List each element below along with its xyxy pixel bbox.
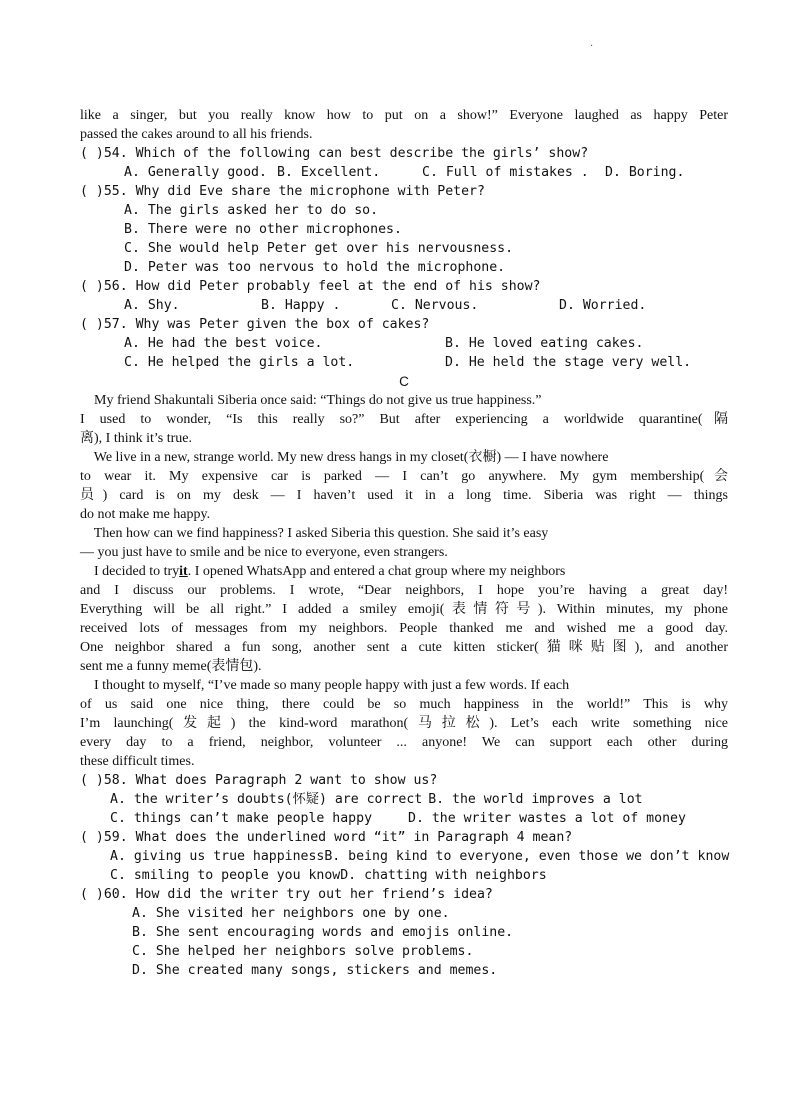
- options-row: A. giving us true happinessB. being kind to everyone, even those we don’t know: [110, 849, 730, 864]
- option: B. Happy .: [261, 298, 341, 313]
- passage-line: I used to wonder, “Is this really so?” But after experiencing a worldwide quarantine(隔: [80, 412, 728, 427]
- document-body: [80, 106, 728, 980]
- passage-line: [80, 562, 728, 581]
- option: A. He had the best voice.: [124, 336, 323, 351]
- option: B. There were no other microphones.: [124, 222, 402, 237]
- passage-line: passed the cakes around to all his friends.: [80, 127, 313, 142]
- passage-text: . I opened WhatsApp and entered a chat group where my neighbors: [187, 564, 566, 579]
- option: B. He loved eating cakes.: [445, 336, 644, 351]
- option: B. the world improves a lot: [428, 792, 643, 807]
- option: A. the writer’s doubts(怀疑) are correct: [110, 792, 423, 807]
- passage-line: 员) card is on my desk — I haven’t used it in a long time. Siberia was right — things: [80, 488, 728, 503]
- options-row: [80, 809, 728, 828]
- option: A. The girls asked her to do so.: [124, 203, 379, 218]
- question-stem: ( )57. Why was Peter given the box of cakes?: [80, 317, 430, 332]
- question-stem: ( )56. How did Peter probably feel at the end of his show?: [80, 279, 541, 294]
- option: A. She visited her neighbors one by one.: [132, 906, 450, 921]
- passage-line: — you just have to smile and be nice to everyone, even strangers.: [80, 545, 448, 560]
- option: B. She sent encouraging words and emojis online.: [132, 925, 514, 940]
- passage-line: received lots of messages from my neighbors. People thanked me and wished me a good day.: [80, 621, 728, 636]
- option: C. He helped the girls a lot.: [124, 355, 355, 370]
- passage-line: like a singer, but you really know how to put on a show!” Everyone laughed as happy Peter: [80, 108, 728, 123]
- options-row: [80, 353, 728, 372]
- passage-line: every day to a friend, neighbor, volunteer ... anyone! We can support each other during: [80, 735, 728, 750]
- passage-line: of us said one nice thing, there could be so much happiness in the world!” This is why: [80, 697, 728, 712]
- options-row: C. smiling to people you knowD. chatting with neighbors: [110, 868, 547, 883]
- passage-line: sent me a funny meme(表情包).: [80, 659, 262, 674]
- passage-line: I’m launching(发起) the kind-word marathon(马拉松). Let’s each write something nice: [80, 716, 728, 731]
- option: C. She would help Peter get over his nervousness.: [124, 241, 514, 256]
- passage-line: and I discuss our problems. I wrote, “Dear neighbors, I hope you’re having a great day!: [80, 583, 728, 598]
- option: A. Shy.: [124, 298, 180, 313]
- option: D. Peter was too nervous to hold the microphone.: [124, 260, 506, 275]
- option: B. Excellent.: [277, 165, 381, 180]
- option: D. Boring.: [605, 165, 685, 180]
- passage-line: Then how can we find happiness? I asked Siberia this question. She said it’s easy: [80, 526, 549, 541]
- option: D. She created many songs, stickers and memes.: [132, 963, 498, 978]
- passage-line: One neighbor shared a fun song, another sent a cute kitten sticker(猫咪贴图), and another: [80, 640, 728, 655]
- passage-line: Everything will be all right.” I added a smiley emoji(表情符号). Within minutes, my phone: [80, 602, 728, 617]
- passage-line: to wear it. My expensive car is parked — I can’t go anywhere. My gym membership(会: [80, 469, 728, 484]
- option: D. He held the stage very well.: [445, 355, 692, 370]
- passage-line: do not make me happy.: [80, 507, 211, 522]
- passage-line: We live in a new, strange world. My new dress hangs in my closet(衣橱) — I have nowhere: [80, 450, 609, 465]
- option: D. Worried.: [559, 298, 647, 313]
- option: C. Full of mistakes .: [422, 165, 589, 180]
- option: D. the writer wastes a lot of money: [408, 811, 686, 826]
- underlined-word: it: [179, 564, 188, 579]
- option: C. Nervous.: [391, 298, 479, 313]
- header-dot: .: [590, 38, 594, 49]
- passage-line: I thought to myself, “I’ve made so many people happy with just a few words. If each: [80, 678, 570, 693]
- section-title: C: [399, 374, 409, 389]
- options-row: [80, 163, 728, 182]
- options-row: [80, 296, 728, 315]
- passage-line: My friend Shakuntali Siberia once said: “Things do not give us true happiness.”: [80, 393, 542, 408]
- question-stem: ( )59. What does the underlined word “it” in Paragraph 4 mean?: [80, 830, 573, 845]
- passage-text: I decided to try: [80, 564, 180, 579]
- option: C. She helped her neighbors solve problems.: [132, 944, 474, 959]
- question-stem: ( )58. What does Paragraph 2 want to show us?: [80, 773, 438, 788]
- option: A. Generally good.: [124, 165, 267, 180]
- passage-line: these difficult times.: [80, 754, 195, 769]
- options-row: [80, 790, 728, 809]
- question-stem: ( )54. Which of the following can best describe the girls’ show?: [80, 146, 589, 161]
- option: C. things can’t make people happy: [110, 811, 373, 826]
- passage-line: 离), I think it’s true.: [80, 431, 192, 446]
- options-row: [80, 334, 728, 353]
- question-stem: ( )60. How did the writer try out her friend’s idea?: [80, 887, 493, 902]
- question-stem: ( )55. Why did Eve share the microphone with Peter?: [80, 184, 485, 199]
